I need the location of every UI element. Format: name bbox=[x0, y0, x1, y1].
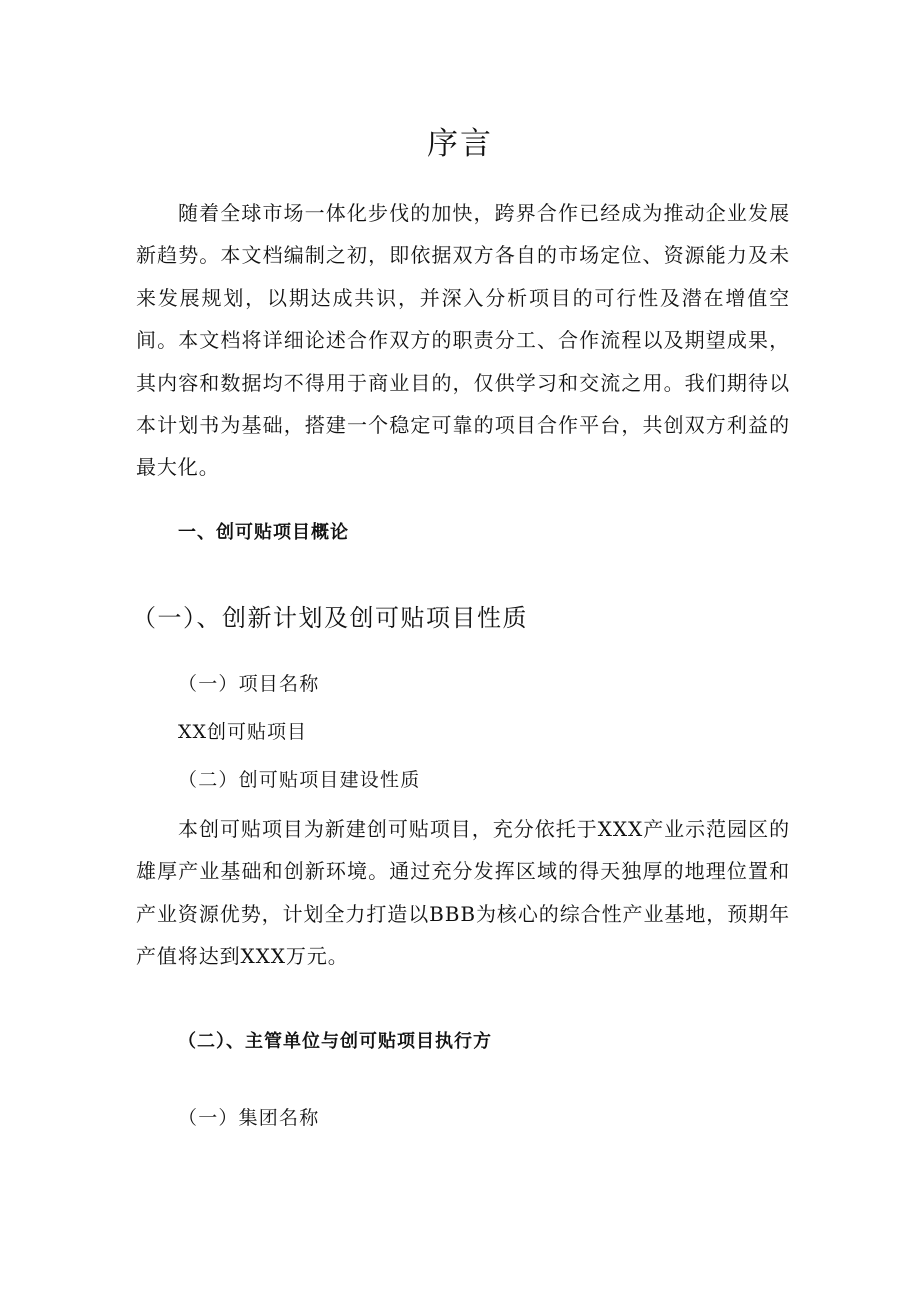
construction-nature-paragraph: 本创可贴项目为新建创可贴项目，充分依托于XXX产业示范园区的雄厚产业基础和创新环境。通过充分发挥区域的得天独厚的地理位置和产业资源优势，计划全力打造以BBB为核心的综合性产业基地，预期年产值将达到XXX万元。 bbox=[136, 817, 790, 969]
item-label-project-name: （一）项目名称 bbox=[178, 673, 320, 695]
document-title: 序言 bbox=[427, 126, 493, 162]
subsection-heading-executor: （二）、主管单位与创可贴项目执行方 bbox=[178, 1031, 492, 1052]
item-label-group-name: （一）集团名称 bbox=[178, 1107, 320, 1129]
item-label-construction-nature: （二）创可贴项目建设性质 bbox=[178, 769, 421, 791]
section-heading-overview: 一、创可贴项目概论 bbox=[178, 522, 349, 543]
project-name-value: XX创可贴项目 bbox=[178, 721, 308, 743]
subsection-heading-plan-nature: （一）、创新计划及创可贴项目性质 bbox=[132, 604, 528, 632]
intro-paragraph: 随着全球市场一体化步伐的加快，跨界合作已经成为推动企业发展新趋势。本文档编制之初，即依据双方各自的市场定位、资源能力及未来发展规划，以期达成共识，并深入分析项目的可行性及潜在增值空间。本文档将详细论述合作双方的职责分工、合作流程以及期望成果，其内容和数据均不得用于商业目的，仅供学习和交流之用。我们期待以本计划书为基础，搭建一个稳定可靠的项目合作平台，共创双方利益的最大化。 bbox=[136, 201, 790, 480]
